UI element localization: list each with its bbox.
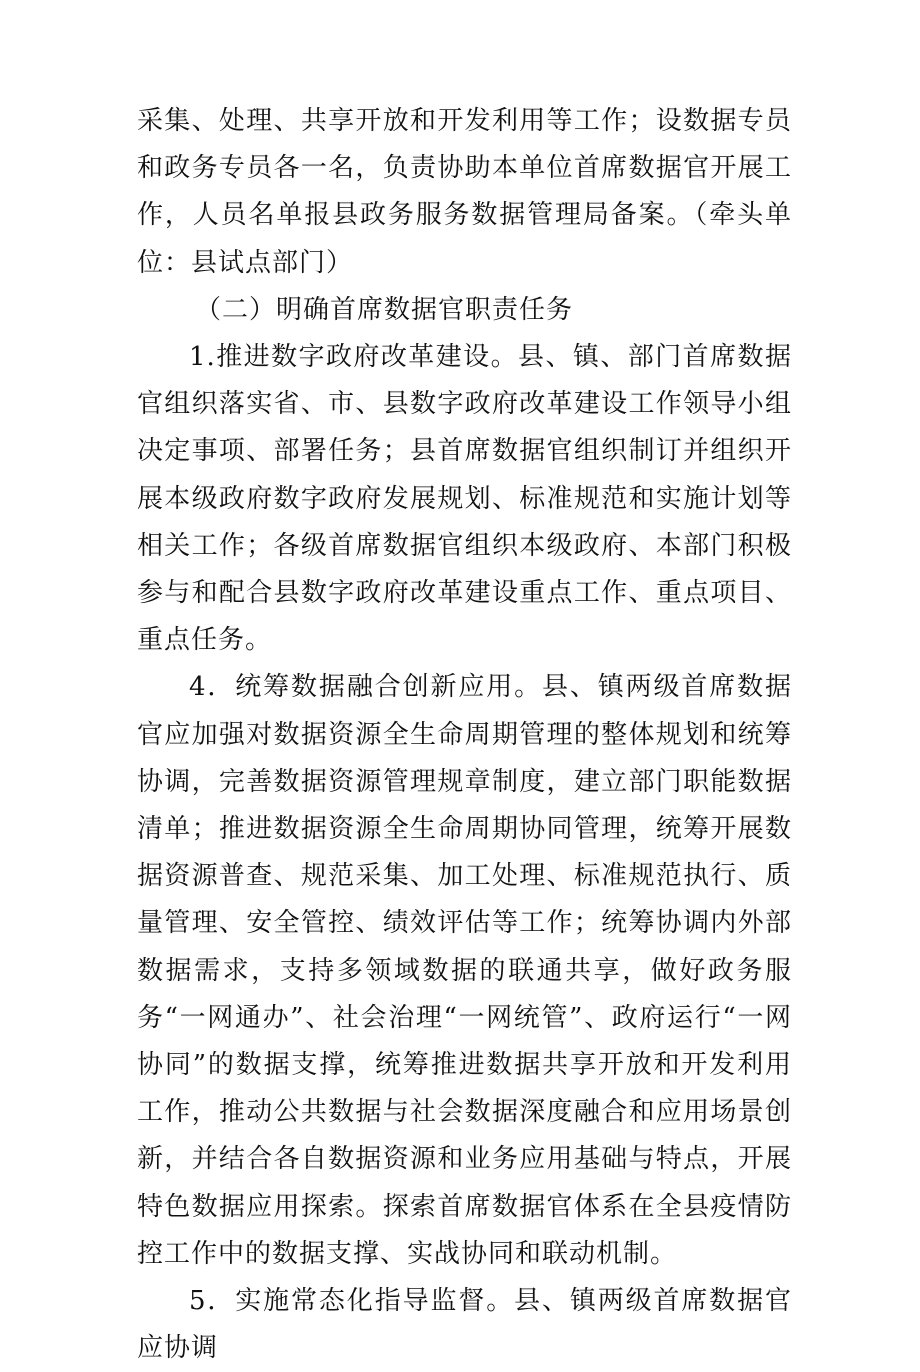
paragraph-item-5: 5．实施常态化指导监督。县、镇两级首席数据官应协调 (137, 1286, 792, 1364)
paragraph-item-1: 1.推进数字政府改革建设。县、镇、部门首席数据官组织落实省、市、县数字政府改革建设工作领导小组决定事项、部署任务；县首席数据官组织制订并组织开展本级政府数字政府发展规划、标准规范和实施计划等相关工作；各级首席数据官组织本级政府、本部门积极参与和配合县数字政府改革建设重点工作、重点项目、重点任务。 (137, 342, 792, 656)
section-heading: （二）明确首席数据官职责任务 (195, 294, 574, 325)
paragraph-item-4: 4．统筹数据融合创新应用。县、镇两级首席数据官应加强对数据资源全生命周期管理的整体规划和统筹协调，完善数据资源管理规章制度，建立部门职能数据清单；推进数据资源全生命周期协同管理，统筹开展数据资源普查、规范采集、加工处理、标准规范执行、质量管理、安全管控、绩效评估等工作；统筹协调内外部数据需求，支持多领域数据的联通共享，做好政务服务“一网通办”、社会治理“一网统管”、政府运行“一网协同”的数据支撑，统筹推进数据共享开放和开发利用工作，推动公共数据与社会数据深度融合和应用场景创新，并结合各自数据资源和业务应用基础与特点，开展特色数据应用探索。探索首席数据官体系在全县疫情防控工作中的数据支撑、实战协同和联动机制。 (137, 672, 792, 1269)
paragraph-continuation: 采集、处理、共享开放和开发利用等工作；设数据专员和政务专员各一名，负责协助本单位首席数据官开展工作，人员名单报县政务服务数据管理局备案。（牵头单位：县试点部门） (137, 106, 792, 278)
